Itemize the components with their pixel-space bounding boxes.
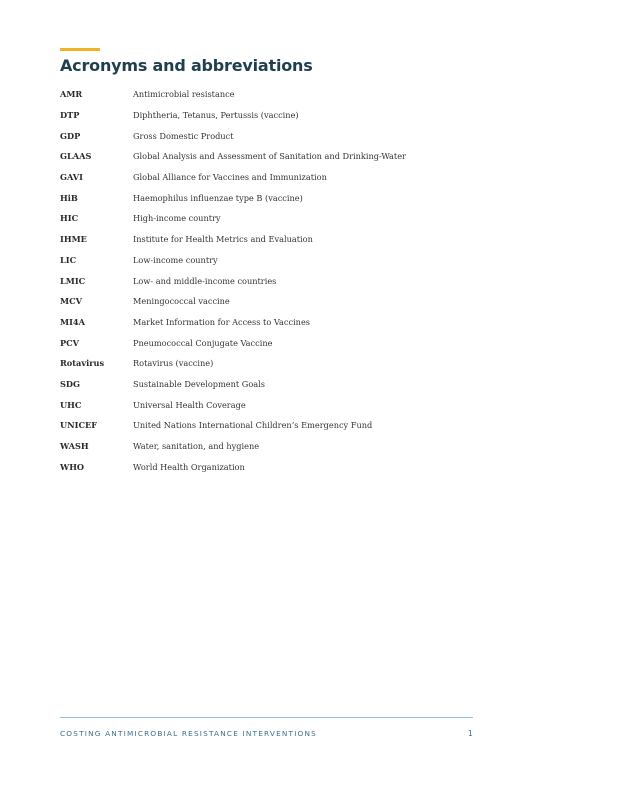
acronym-row (60, 84, 480, 105)
acronym-term: LIC (60, 254, 77, 265)
acronym-row (60, 332, 480, 353)
acronym-term: LMIC (60, 275, 86, 286)
acronym-definition: Haemophilus influenzae type B (vaccine) (133, 192, 303, 203)
acronym-term: GLAAS (60, 151, 92, 162)
acronym-definition: Universal Health Coverage (133, 399, 246, 410)
acronym-row (60, 229, 480, 250)
acronym-row (60, 415, 480, 436)
acronym-row (60, 105, 480, 126)
acronym-definition: Global Alliance for Vaccines and Immunization (133, 172, 327, 183)
acronym-term: WHO (60, 461, 85, 472)
acronym-row (60, 436, 480, 457)
acronym-row (60, 291, 480, 312)
acronym-term: PCV (60, 337, 80, 348)
acronym-row (60, 270, 480, 291)
acronym-term: GDP (60, 130, 81, 141)
acronym-definition: World Health Organization (133, 461, 245, 472)
acronym-definition: Institute for Health Metrics and Evaluation (133, 234, 313, 245)
acronym-row (60, 353, 480, 374)
acronym-term: SDG (60, 378, 81, 389)
acronym-row (60, 146, 480, 167)
acronym-row (60, 312, 480, 333)
acronym-row (60, 250, 480, 271)
acronym-term: UHC (60, 399, 82, 410)
acronym-term: Rotavirus (60, 358, 105, 369)
footer-divider (60, 717, 473, 718)
acronym-term: DTP (60, 110, 80, 121)
acronym-definition: United Nations International Children’s Emergency Fund (133, 420, 373, 431)
acronym-term: UNICEF (60, 420, 98, 431)
acronym-term: HIC (60, 213, 79, 224)
acronym-term: MCV (60, 296, 82, 307)
acronym-row (60, 456, 480, 477)
acronym-definition: Low- and middle-income countries (133, 275, 277, 286)
acronym-definition: Antimicrobial resistance (133, 89, 235, 100)
acronym-definition: Diphtheria, Tetanus, Pertussis (vaccine) (133, 110, 299, 121)
page-number: 1 (468, 729, 473, 738)
acronym-term: AMR (60, 89, 83, 100)
acronym-definition: High-income country (133, 213, 221, 224)
acronym-definition: Low-income country (133, 254, 218, 265)
acronym-definition: Gross Domestic Product (133, 130, 234, 141)
acronym-definition: Pneumococcal Conjugate Vaccine (133, 337, 273, 348)
acronym-row (60, 167, 480, 188)
acronym-term: HiB (60, 192, 78, 203)
acronym-row (60, 125, 480, 146)
acronym-row (60, 394, 480, 415)
acronym-definition: Market Information for Access to Vaccines (133, 316, 311, 327)
acronym-term: WASH (60, 441, 89, 452)
acronym-term: MI4A (60, 316, 85, 327)
acronym-row (60, 374, 480, 395)
footer-document-title: COSTING ANTIMICROBIAL RESISTANCE INTERVENTIONS (60, 729, 317, 738)
acronym-row (60, 208, 480, 229)
page-title: Acronyms and abbreviations (60, 56, 313, 75)
acronym-definition: Rotavirus (vaccine) (133, 358, 214, 369)
acronym-definition: Meningococcal vaccine (133, 296, 230, 307)
acronym-row (60, 187, 480, 208)
acronym-term: IHME (60, 234, 87, 245)
acronym-definition: Global Analysis and Assessment of Sanitation and Drinking-Water (133, 151, 406, 162)
acronym-list (60, 84, 480, 477)
acronym-term: GAVI (60, 172, 83, 183)
acronym-definition: Sustainable Development Goals (133, 378, 265, 389)
title-accent-bar (60, 48, 100, 51)
acronym-definition: Water, sanitation, and hygiene (133, 441, 260, 452)
